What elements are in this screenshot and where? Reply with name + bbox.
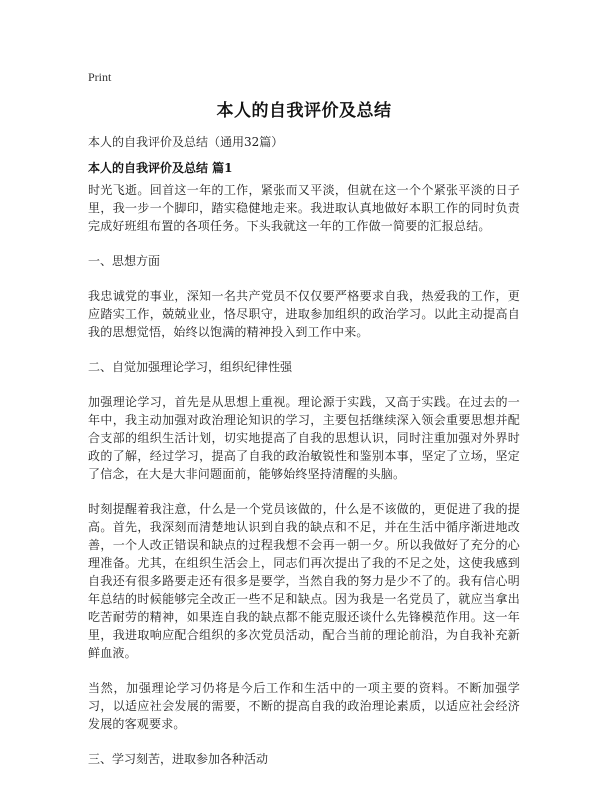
paragraph-intro: 时光飞逝。回首这一年的工作，紧张而又平淡，但就在这一个个紧张平淡的日子里，我一步一个脚印，踏实稳健地走来。我进取认真地做好本职工作的同时负责完成好班组布置的各项任务。下头我就这一年的工作做一简要的汇报总结。	[88, 183, 520, 233]
section-title: 本人的自我评价及总结 篇1	[88, 161, 233, 175]
heading-thought: 一、思想方面	[88, 254, 161, 268]
print-link[interactable]: Print	[88, 70, 112, 84]
document-title: 本人的自我评价及总结	[216, 101, 392, 121]
document-subtitle: 本人的自我评价及总结（通用32篇）	[88, 135, 284, 149]
paragraph-future: 当然，加强理论学习仍将是今后工作和生活中的一项主要的资料。不断加强学习，以适应社会发展的需要，不断的提高自我的政治理论素质，以适应社会经济发展的客观要求。	[88, 681, 520, 731]
paragraph-reminder: 时刻提醒着我注意，什么是一个党员该做的，什么是不该做的，更促进了我的提高。首先，我深刻而清楚地认识到自我的缺点和不足，并在生活中循序渐进地改善，一个人改正错误和缺点的过程我想不会再一朝一夕。所以我做好了充分的心理准备。尤其，在组织生活会上，同志们再次提出了我的不足之处，这使我感到自我还有很多路要走还有很多是要学，当然自我的努力是少不了的。我有信心明年总结的时候能够完全改正一些不足和缺点。因为我是一名党员了，就应当拿出吃苦耐劳的精神，如果连自我的缺点都不能克服还谈什么先锋模范作用。这一年里，我进取响应配合组织的多次党员活动，配合当前的理论前沿，为自我补充新鲜血液。	[88, 502, 520, 660]
document-body	[88, 181, 520, 785]
heading-study: 三、学习刻苦，进取参加各种活动	[88, 752, 269, 766]
paragraph-thought: 我忠诚党的事业，深知一名共产党员不仅仅要严格要求自我，热爱我的工作，更应踏实工作，兢兢业业，恪尽职守，进取参加组织的政治学习。以此主动提高自我的思想觉悟，始终以饱满的精神投入到工作中来。	[88, 289, 520, 339]
heading-theory: 二、自觉加强理论学习，组织纪律性强	[88, 360, 293, 374]
paragraph-theory: 加强理论学习，首先是从思想上重视。理论源于实践，又高于实践。在过去的一年中，我主动加强对政治理论知识的学习，主要包括继续深入领会重要思想并配合支部的组织生活计划，切实地提高了自我的思想认识，同时注重加强对外界时政的了解，经过学习，提高了自我的政治敏锐性和鉴别本事，坚定了立场，坚定了信念，在大是大非问题面前，能够始终坚持清醒的头脑。	[88, 395, 520, 481]
